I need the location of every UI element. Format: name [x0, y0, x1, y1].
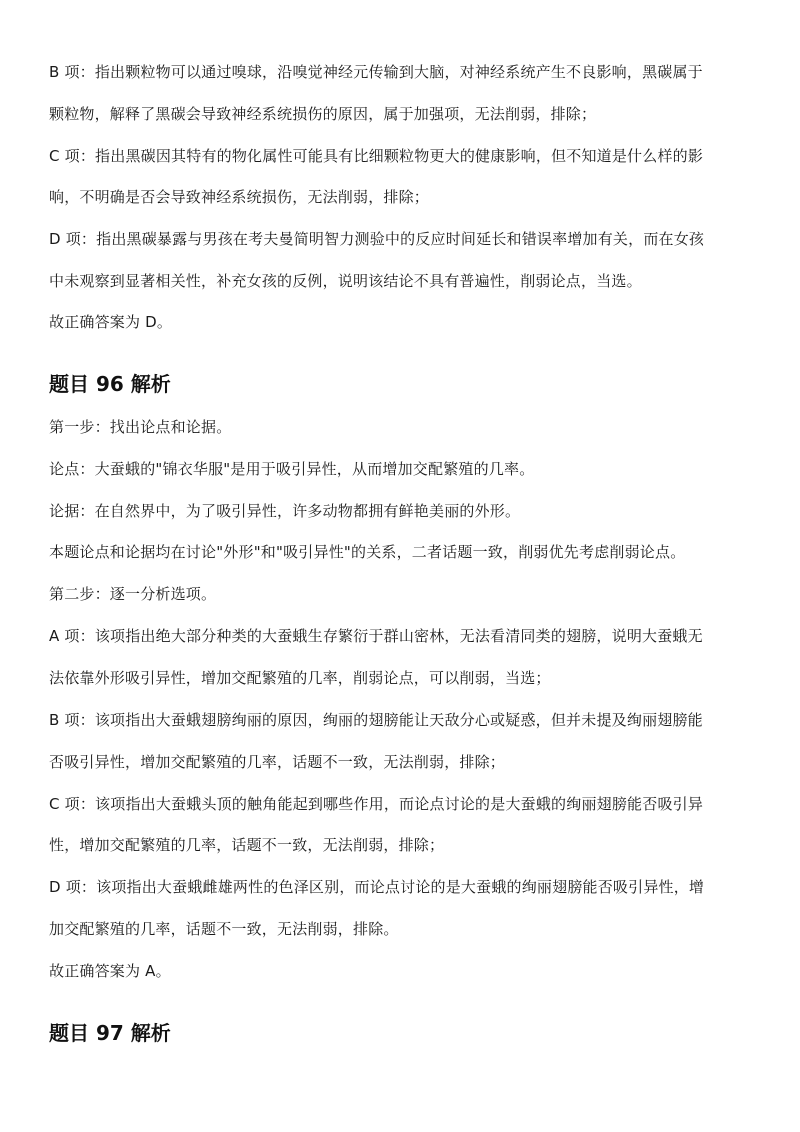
paragraph-line: D 项：该项指出大蚕蛾雌雄两性的色泽区别，而论点讨论的是大蚕蛾的绚丽翅膀能否吸引异性，增 [49, 878, 705, 896]
paragraph-line: 否吸引异性，增加交配繁殖的几率，话题不一致，无法削弱，排除； [49, 753, 506, 771]
answer-line: 故正确答案为 A。 [49, 962, 171, 980]
paragraph-line: 论点：大蚕蛾的"锦衣华服"是用于吸引异性，从而增加交配繁殖的几率。 [49, 460, 535, 478]
paragraph-line: D 项：指出黑碳暴露与男孩在考夫曼简明智力测验中的反应时间延长和错误率增加有关，而在女孩 [49, 230, 705, 248]
paragraph-line: A 项：该项指出绝大部分种类的大蚕蛾生存繁衍于群山密林，无法看清同类的翅膀，说明大蚕蛾无 [49, 627, 703, 645]
paragraph-line: 加交配繁殖的几率，话题不一致，无法削弱，排除。 [49, 920, 399, 938]
paragraph-line: C 项：指出黑碳因其特有的物化属性可能具有比细颗粒物更大的健康影响，但不知道是什么样的影 [49, 147, 704, 165]
section-heading: 题目 96 解析 [49, 372, 171, 396]
paragraph-line: 性，增加交配繁殖的几率，话题不一致，无法削弱，排除； [49, 836, 445, 854]
paragraph-line: 第二步：逐一分析选项。 [49, 585, 217, 603]
paragraph-line: 法依靠外形吸引异性，增加交配繁殖的几率，削弱论点，可以削弱，当选； [49, 669, 551, 687]
section-heading: 题目 97 解析 [49, 1021, 171, 1045]
paragraph-line: 本题论点和论据均在讨论"外形"和"吸引异性"的关系，二者话题一致，削弱优先考虑削弱论点。 [49, 543, 686, 561]
paragraph-line: C 项：该项指出大蚕蛾头顶的触角能起到哪些作用，而论点讨论的是大蚕蛾的绚丽翅膀能否吸引异 [49, 795, 704, 813]
paragraph-line: B 项：该项指出大蚕蛾翅膀绚丽的原因，绚丽的翅膀能让天敌分心或疑惑，但并未提及绚丽翅膀能 [49, 711, 703, 729]
answer-line: 故正确答案为 D。 [49, 313, 173, 331]
paragraph-line: B 项：指出颗粒物可以通过嗅球，沿嗅觉神经元传输到大脑，对神经系统产生不良影响，黑碳属于 [49, 63, 703, 81]
paragraph-line: 论据：在自然界中，为了吸引异性，许多动物都拥有鲜艳美丽的外形。 [49, 502, 521, 520]
paragraph-line: 第一步：找出论点和论据。 [49, 418, 232, 436]
paragraph-line: 中未观察到显著相关性，补充女孩的反例，说明该结论不具有普遍性，削弱论点，当选。 [49, 272, 642, 290]
paragraph-line: 颗粒物，解释了黑碳会导致神经系统损伤的原因，属于加强项，无法削弱，排除； [49, 105, 597, 123]
paragraph-line: 响，不明确是否会导致神经系统损伤，无法削弱，排除； [49, 188, 430, 206]
